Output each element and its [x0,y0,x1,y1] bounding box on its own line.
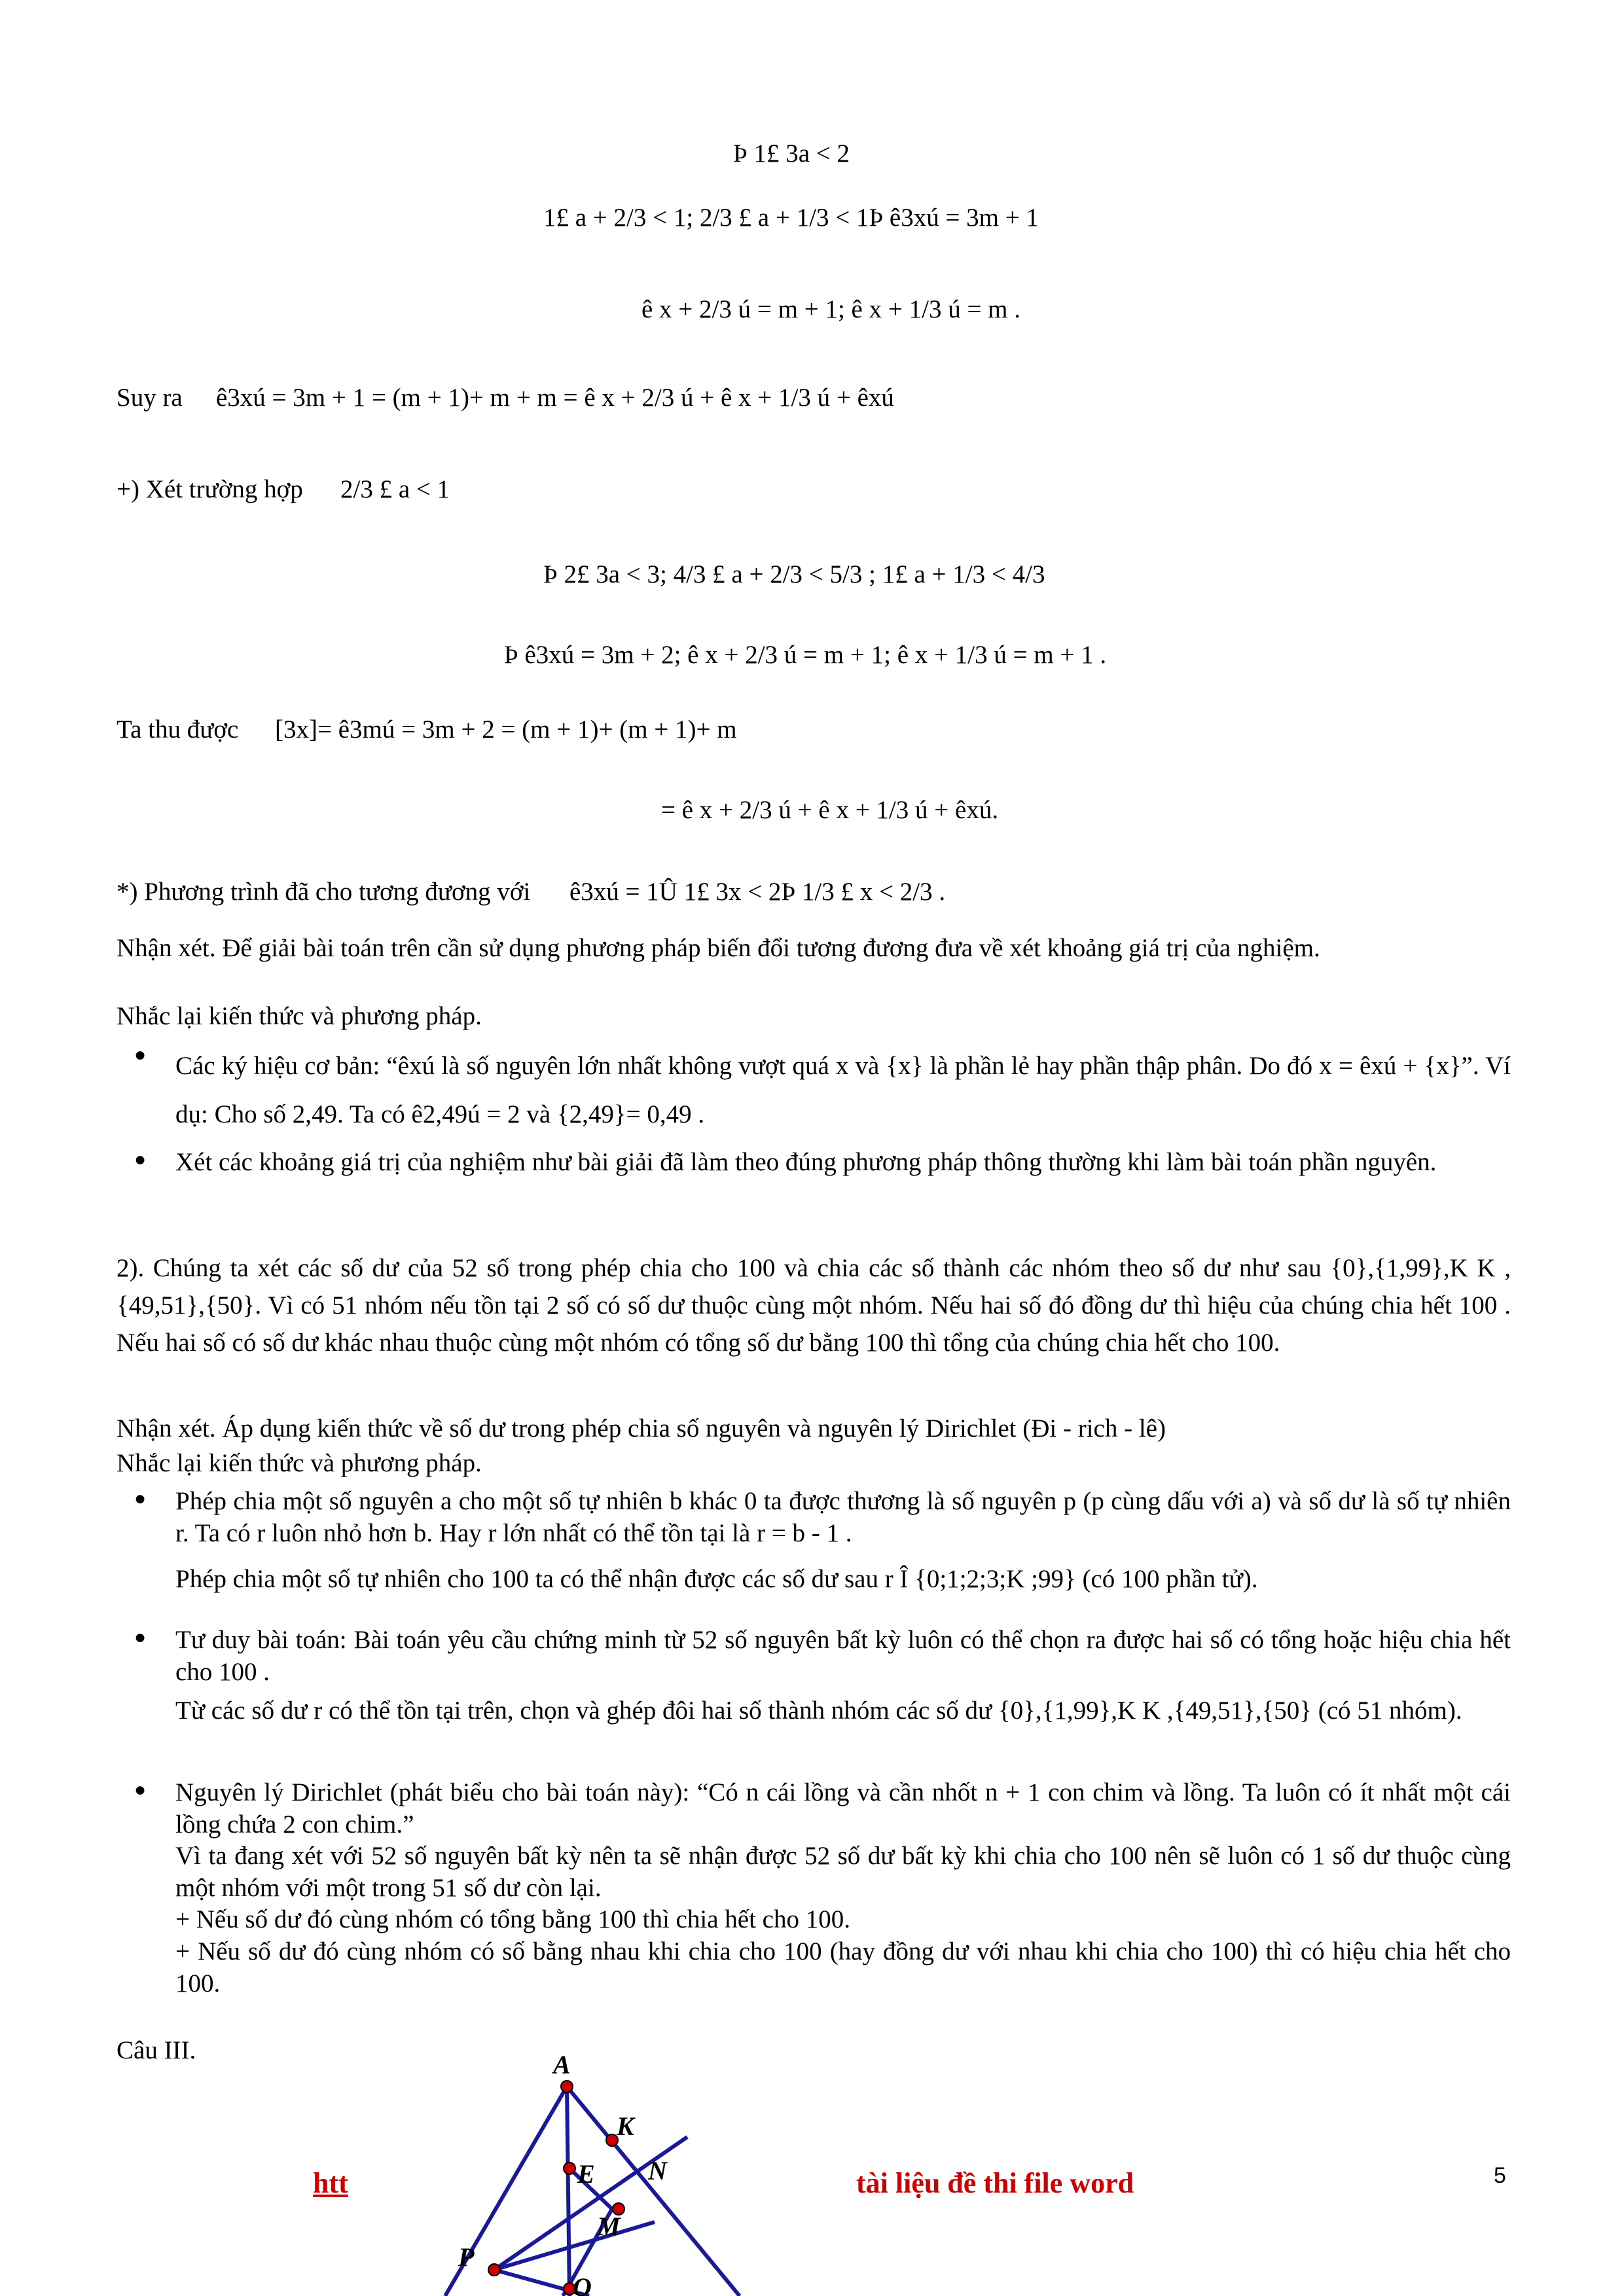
math-line-4-prefix: Suy ra [117,384,183,412]
footer-text: tài liệu đề thi file word [856,2167,1134,2199]
point-p [488,2264,500,2276]
bullet-2c-sum-case: + Nếu số dư đó cùng nhóm có tổng bằng 100 thì chia hết cho 100. [175,1905,850,1933]
math-line-10: ê3xú = 1Û 1£ 3x < 2Þ 1/3 £ x < 2/3 . [569,878,946,906]
math-line-3: ê x + 2/3 ú = m + 1; ê x + 1/3 ú = m . [641,295,1021,323]
remark-2: Nhận xét. Áp dụng kiến thức về số dư trong phép chia số nguyên và nguyên lý Dirichlet (Đi - rich - lê) [117,1414,1166,1443]
bullet-dot: ● [134,1626,147,1648]
point-a [561,2081,573,2092]
section-cau-3: Câu III. [117,2036,196,2064]
bullet-2c-continued: Vì ta đang xét với 52 số nguyên bất kỳ nên ta sẽ nhận được 52 số dư bất kỳ khi chia cho 100 nên sẽ luôn có 1 số dư thuộc cùng một nhóm với một trong 51 số dư còn lại. [175,1842,1511,1902]
point-e [564,2162,575,2174]
line-p-n [494,2222,655,2270]
math-line-10-prefix: *) Phương trình đã cho tương đương với [117,878,531,906]
line-a-down [567,2087,569,2296]
label-o: O [573,2272,592,2296]
label-p: P [458,2242,475,2272]
label-n: N [648,2156,667,2185]
bullet-dot: ● [134,1044,147,1066]
bullet-2b: Tư duy bài toán: Bài toán yêu cầu chứng minh từ 52 số nguyên bất kỳ luôn có thể chọn ra được hai số có tổng hoặc hiệu chia hết cho 100 . [175,1626,1511,1686]
math-line-9: = ê x + 2/3 ú + ê x + 1/3 ú + êxú. [661,796,999,824]
bullet-2a-continued: Phép chia một số tự nhiên cho 100 ta có thể nhận được các số dư sau r Î {0;1;2;3;K ;99} (có 100 phần tử). [175,1565,1258,1593]
bullet-2c-diff-case: + Nếu số dư đó cùng nhóm có số bằng nhau khi chia cho 100 (hay đồng dư với nhau khi chia cho 100) thì có hiệu chia hết cho 100. [175,1937,1511,1998]
label-m: M [597,2212,621,2241]
label-k: K [617,2111,634,2141]
bullet-1a: Các ký hiệu cơ bản: “êxú là số nguyên lớn nhất không vượt quá x và {x} là phần lẻ hay phần thập phân. Do đó x = êxú + {x}”. Ví dụ: Cho số 2,49. Ta có ê2,49ú = 2 và {2,49}= 0,49 . [175,1052,1511,1129]
part-2-solution: 2). Chúng ta xét các số dư của 52 số trong phép chia cho 100 và chia các số thành các nhóm theo số dư như sau {0},{1,99},K K ,{49,51},{50}. Vì có 51 nhóm nếu tồn tại 2 số có số dư thuộc cùng một nhóm. Nếu hai số đó đồng dư thì hiệu của chúng chia hết 100 . Nếu hai số có số dư khác nhau thuộc cùng một nhóm có tổng số dư bằng 100 thì tổng của chúng chia hết cho 100. [117,1254,1511,1357]
bullet-2a: Phép chia một số nguyên a cho một số tự nhiên b khác 0 ta được thương là số nguyên p (p cùng dấu với a) và số dư là số tự nhiên r. Ta có r luôn nhỏ hơn b. Hay r lớn nhất có thể tồn tại là r = b - 1 . [175,1487,1511,1547]
math-line-5: 2/3 £ a < 1 [340,475,450,503]
page-number: 5 [1494,2163,1506,2188]
remark-1: Nhận xét. Để giải bài toán trên cần sử dụng phương pháp biến đổi tương đương đưa về xét khoảng giá trị của nghiệm. [117,934,1320,962]
bullet-2b-continued: Từ các số dư r có thể tồn tại trên, chọn và ghép đôi hai số thành nhóm các số dư {0},{1,99},K K ,{49,51},{50} (có 51 nhóm). [175,1696,1462,1725]
math-line-6: Þ 2£ 3a < 3; 4/3 £ a + 2/3 < 5/3 ; 1£ a + 1/3 < 4/3 [543,560,1045,588]
footer-link[interactable]: htt [313,2167,348,2199]
math-line-1: Þ 1£ 3a < 2 [733,139,850,168]
math-line-4: ê3xú = 3m + 1 = (m + 1)+ m + m = ê x + 2/3 ú + ê x + 1/3 ú + êxú [216,384,894,412]
math-line-8: [3x]= ê3mú = 3m + 2 = (m + 1)+ (m + 1)+ m [275,715,737,744]
math-line-2: 1£ a + 2/3 < 1; 2/3 £ a + 1/3 < 1Þ ê3xú = 3m + 1 [543,204,1039,232]
bullet-2c: Nguyên lý Dirichlet (phát biểu cho bài toán này): “Có n cái lồng và cần nhốt n + 1 con chim và lồng. Ta luôn có ít nhất một cái lồng chứa 2 con chim.” [175,1778,1511,1839]
bullet-dot: ● [134,1779,147,1801]
recall-2: Nhắc lại kiến thức và phương pháp. [117,1449,482,1477]
label-e: E [577,2159,595,2189]
bullet-dot: ● [134,1488,147,1509]
math-line-5-prefix: +) Xét trường hợp [117,475,303,503]
recall-1: Nhắc lại kiến thức và phương pháp. [117,1002,482,1030]
math-line-7: Þ ê3xú = 3m + 2; ê x + 2/3 ú = m + 1; ê x + 1/3 ú = m + 1 . [504,641,1107,669]
label-a: A [553,2050,571,2079]
bullet-dot: ● [134,1149,147,1170]
math-line-8-prefix: Ta thu được [117,715,239,744]
bullet-1b: Xét các khoảng giá trị của nghiệm như bài giải đã làm theo đúng phương pháp thông thường khi làm bài toán phần nguyên. [175,1148,1437,1176]
